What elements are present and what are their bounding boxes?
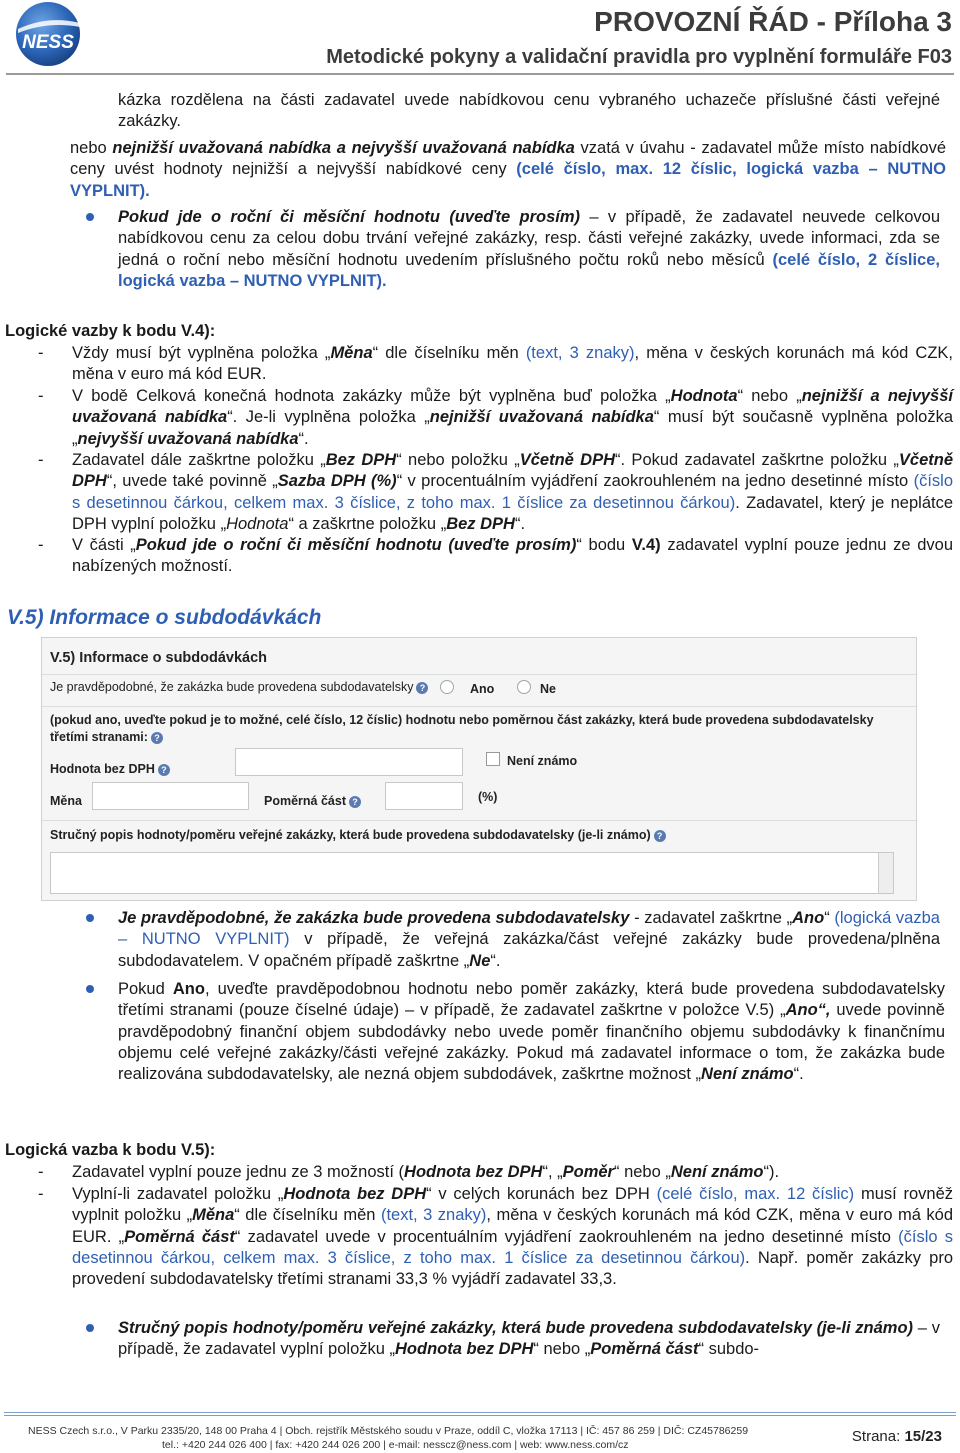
currency-input[interactable] [92,782,249,810]
intro-paragraph-1: kázka rozdělena na části zadavatel uvede nabídkovou cenu vybraného uchazeče příslušné části veřejné zakázky. [118,91,940,131]
logic-heading-v5: Logická vazba k bodu V.5): [5,1141,216,1159]
intro-paragraph-2: nebo nejnižší uvažovaná nabídka a nejvyšší uvažovaná nabídka vzatá v úvahu - zadavatel může místo nabídkové ceny uvést hodnoty nejnižší a nejvyšší nabídkové ceny (celé číslo, max. 12 číslic, logická vazba – NUTNO VYPLNIT). [70,139,947,200]
form-instruction: (pokud ano, uveďte pokud je to možné, celé číslo, 12 číslic) hodnotu nebo poměrnou část zakázky, která bude provedena subdodavatelsky třetími stranami: ? [50,713,874,744]
radio-yes[interactable] [440,680,454,694]
bullet-icon [86,914,94,922]
ratio-label: Poměrná část ? [264,794,361,808]
description-label: Stručný popis hodnoty/poměru veřejné zakázky, která bude provedena subdodavatelsky (je-li známo) ? [50,828,666,842]
unknown-checkbox[interactable] [486,752,500,766]
unknown-label: Není známo [507,754,578,768]
dash-marker: - [38,451,44,469]
footer-company-info: NESS Czech s.r.o., V Parku 2335/20, 148 00 Praha 4 | Obch. rejstřík Městského soudu v Praze, oddíl C, vložka 17113 | IČ: 457 86 259 | DIČ: CZ45786259 [28,1425,749,1437]
document-title: PROVOZNÍ ŘÁD - Příloha 3 [594,6,952,37]
logic-v4-item-3: Zadavatel dále zaškrtne položku „Bez DPH“ nebo položku „Včetně DPH“. Pokud zadavatel zaškrtne položku „Včetně DPH“, uvede také povinně „Sazba DPH (%)“ v procentuálním vyjádření zaokrouhleném na jedno desetinné místo (číslo s desetinnou čárkou, celkem max. 3 číslice, z toho max. 1 číslice za desetinnou čárkou). Zadavatel, který je neplátce DPH vyplní položku „Hodnota“ a zaškrtne položku „Bez DPH“. [72,451,954,533]
description-textarea[interactable] [50,852,894,894]
bullet-short-description: Stručný popis hodnoty/poměru veřejné zakázky, která bude provedena subdodavatelsky (je-li známo) – v případě, že zadavatel vyplní položku „Hodnota bez DPH“ nebo „Poměrná část“ subdo- [118,1319,940,1359]
radio-no-label: Ne [540,682,556,696]
dash-marker: - [38,387,44,405]
dash-marker: - [38,1185,44,1203]
form-title: V.5) Informace o subdodávkách [50,650,268,666]
logic-v4-item-2: V bodě Celková konečná hodnota zakázky může být vyplněna buď položka „Hodnota“ nebo „nejnižší a nejvyšší uvažovaná nabídka“. Je-li vyplněna položka „nejnižší uvažovaná nabídka“ musí být současně vyplněna položka „nejvyšší uvažovaná nabídka“. [72,387,953,448]
dash-marker: - [38,344,44,362]
scrollbar[interactable] [878,853,893,893]
help-icon[interactable]: ? [151,732,163,744]
footer-divider [4,1412,956,1413]
logo-text: NESS [22,32,74,53]
document-subtitle: Metodické pokyny a validační pravidla pro vyplnění formuláře F03 [326,46,952,68]
bullet-annual-monthly: Pokud jde o roční či měsíční hodnotu (uveďte prosím) – v případě, že zadavatel neuvede celkovou nabídkovou cenu za celou dobu trvání veřejné zakázky, resp. části veřejné zakázky, uvede informaci, zda se jedná o roční nebo měsíční hodnotu uvedením příslušného počtu roků nebo měsíců (celé číslo, 2 číslice, logická vazba – NUTNO VYPLNIT). [118,208,940,290]
ratio-input[interactable] [385,782,463,810]
logic-v4-item-1: Vždy musí být vyplněna položka „Měna“ dle číselníku měn (text, 3 znaky), měna v českých korunách má kód CZK, měna v euro má kód EUR. [72,344,953,384]
logic-heading-v4: Logické vazby k bodu V.4): [5,322,216,340]
currency-label: Měna [50,794,82,808]
bullet-icon [86,213,94,221]
radio-yes-label: Ano [470,682,495,696]
bullet-subcontract-probable: Je pravděpodobné, že zakázka bude provedena subdodavatelsky - zadavatel zaškrtne „Ano“ (logická vazba – NUTNO VYPLNIT) v případě, že veřejná zakázka/část veřejné zakázky bude provedena/plněna subdodavatelem. V opačném případě zaškrtne „Ne“. [118,909,940,970]
footer-divider [4,1415,956,1416]
help-icon[interactable]: ? [416,682,428,694]
value-input[interactable] [235,748,463,776]
logic-v5-item-1: Zadavatel vyplní pouze jednu ze 3 možností (Hodnota bez DPH“, „Poměr“ nebo „Není známo“). [72,1163,780,1181]
percent-label: (%) [478,790,498,804]
help-icon[interactable]: ? [158,764,170,776]
help-icon[interactable]: ? [654,830,666,842]
bullet-icon [86,985,94,993]
page-number: Strana: 15/23 [851,1428,942,1445]
value-label: Hodnota bez DPH ? [50,762,170,776]
subcontracting-form-screenshot [41,637,917,901]
logic-v4-item-4: V části „Pokud jde o roční či měsíční hodnotu (uveďte prosím)“ bodu V.4) zadavatel vyplní pouze jednu ze dvou nabízených možností. [72,536,953,576]
dash-marker: - [38,1163,44,1181]
footer-contact-info: tel.: +420 244 026 400 | fax: +420 244 026 200 | e-mail: nesscz@ness.com | web: www.ness.com/cz [162,1439,629,1451]
bullet-if-yes: Pokud Ano, uveďte pravděpodobnou hodnotu nebo poměr zakázky, která bude provedena subdodavatelsky třetími stranami (pouze číselné údaje) – v případě, že zadavatel zaškrtne v položce V.5) „Ano“, uvede povinně pravděpodobný finanční objem subdodávky nebo uvede poměr finančního objemu subdodávky k finančnímu objemu celé veřejné zakázky/části veřejné zakázky. Pokud má zadavatel informace o tom, že zakázka bude realizována subdodavatelsky, ale nezná objem subdodávek, zaškrtne možnost „Není známo“. [118,980,945,1084]
help-icon[interactable]: ? [349,796,361,808]
header-divider [6,73,954,75]
ness-logo [12,1,84,67]
form-question-subcontract: Je pravděpodobné, že zakázka bude provedena subdodavatelsky ? [50,680,428,694]
logic-v5-item-2: Vyplní-li zadavatel položku „Hodnota bez DPH“ v celých korunách bez DPH (celé číslo, max. 12 číslic) musí rovněž vyplnit položku „Měna“ dle číselníku měn (text, 3 znaky), měna v českých korunách má kód CZK, měna v euro má kód EUR. „Poměrná část“ zadavatel uvede v procentuálním vyjádření zaokrouhleném na jedno desetinné místo (číslo s desetinnou čárkou, celkem max. 3 číslice, z toho max. 1 číslice za desetinnou čárkou). Např. poměr zakázky pro provedení subdodavatelsky třetími stranami 33,3 % vyjádří zadavatel 33,3. [72,1185,953,1289]
radio-no[interactable] [517,680,531,694]
bullet-icon [86,1324,94,1332]
section-heading-v5: V.5) Informace o subdodávkách [7,606,322,629]
page-header [0,0,960,78]
dash-marker: - [38,536,44,554]
